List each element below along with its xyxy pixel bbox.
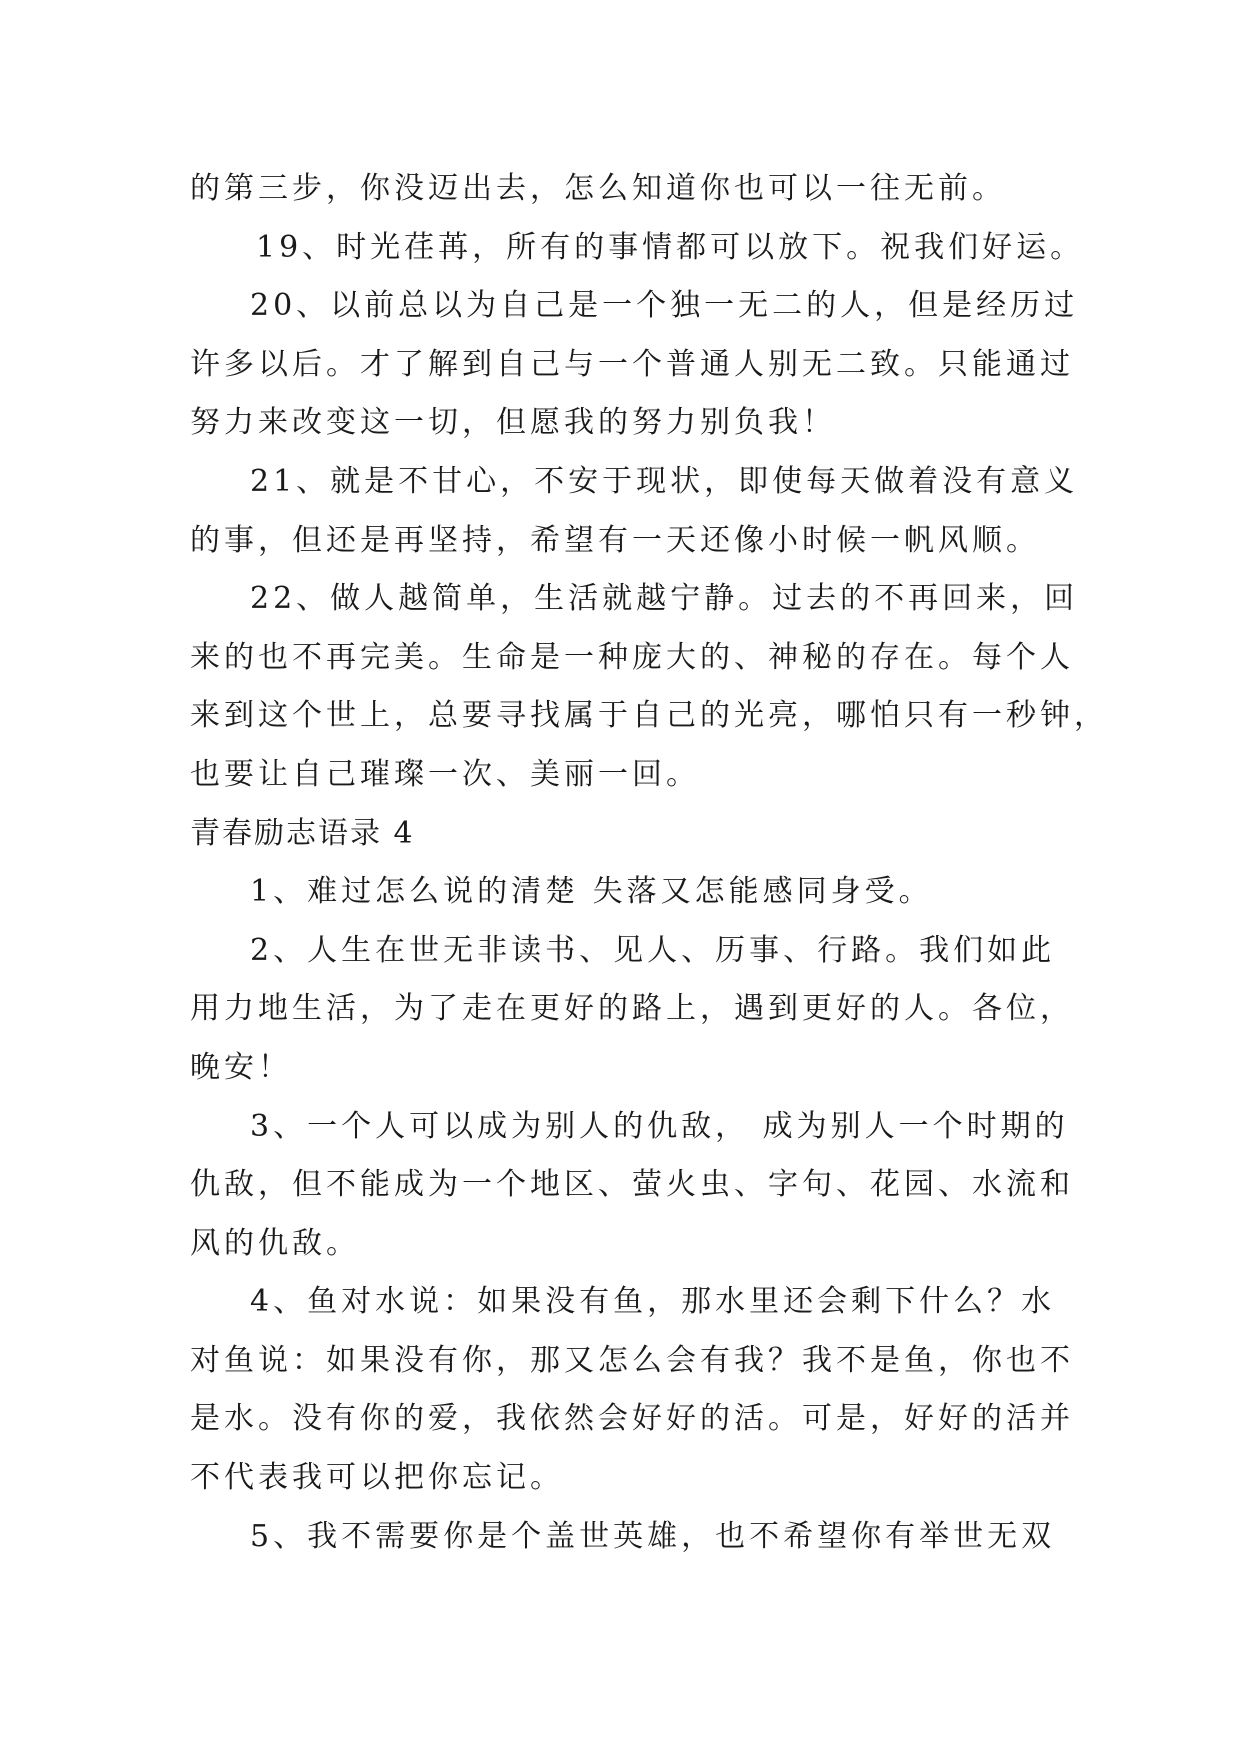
paragraph-19: 19、时光荏苒，所有的事情都可以放下。祝我们好运。: [256, 229, 1085, 265]
text-line: 晚安！: [190, 1049, 292, 1085]
text-line: 的第三步，你没迈出去，怎么知道你也可以一往无前。: [190, 171, 1006, 206]
text-line: 用力地生活，为了走在更好的路上，遇到更好的人。各位，: [190, 991, 1074, 1027]
section-heading: 青春励志语录 4: [190, 815, 415, 851]
text-line: 不代表我可以把你忘记。: [190, 1460, 564, 1496]
document-body: [190, 160, 1108, 1566]
paragraph-1: 1、难过怎么说的清楚 失落又怎能感同身受。: [250, 874, 933, 910]
paragraph-20: 20、以前总以为自己是一个独一无二的人，但是经历过: [250, 288, 1079, 324]
text-line: 来到这个世上，总要寻找属于自己的光亮，哪怕只有一秒钟，: [190, 698, 1108, 734]
text-line: 对鱼说：如果没有你，那又怎么会有我？我不是鱼，你也不: [190, 1342, 1074, 1378]
paragraph-21: 21、就是不甘心，不安于现状，即使每天做着没有意义: [250, 463, 1079, 499]
text-line: 也要让自己璀璨一次、美丽一回。: [190, 756, 700, 792]
text-line: 来的也不再完美。生命是一种庞大的、神秘的存在。每个人: [190, 639, 1074, 675]
text-line: 努力来改变这一切，但愿我的努力别负我！: [190, 405, 836, 441]
paragraph-4: 4、鱼对水说：如果没有鱼，那水里还会剩下什么？水: [250, 1284, 1056, 1320]
text-line: 风的仇敌。: [190, 1225, 360, 1261]
paragraph-5: 5、我不需要你是个盖世英雄，也不希望你有举世无双: [250, 1518, 1056, 1554]
paragraph-2: 2、人生在世无非读书、见人、历事、行路。我们如此: [250, 932, 1056, 968]
text-line: 仇敌，但不能成为一个地区、萤火虫、字句、花园、水流和: [190, 1167, 1074, 1203]
paragraph-22: 22、做人越简单，生活就越宁静。过去的不再回来，回: [250, 581, 1079, 617]
text-line: 许多以后。才了解到自己与一个普通人别无二致。只能通过: [190, 346, 1074, 382]
paragraph-3: 3、一个人可以成为别人的仇敌， 成为别人一个时期的: [250, 1108, 1069, 1144]
text-line: 的事，但还是再坚持，希望有一天还像小时候一帆风顺。: [190, 522, 1040, 558]
text-line: 是水。没有你的爱，我依然会好好的活。可是，好好的活并: [190, 1401, 1074, 1437]
